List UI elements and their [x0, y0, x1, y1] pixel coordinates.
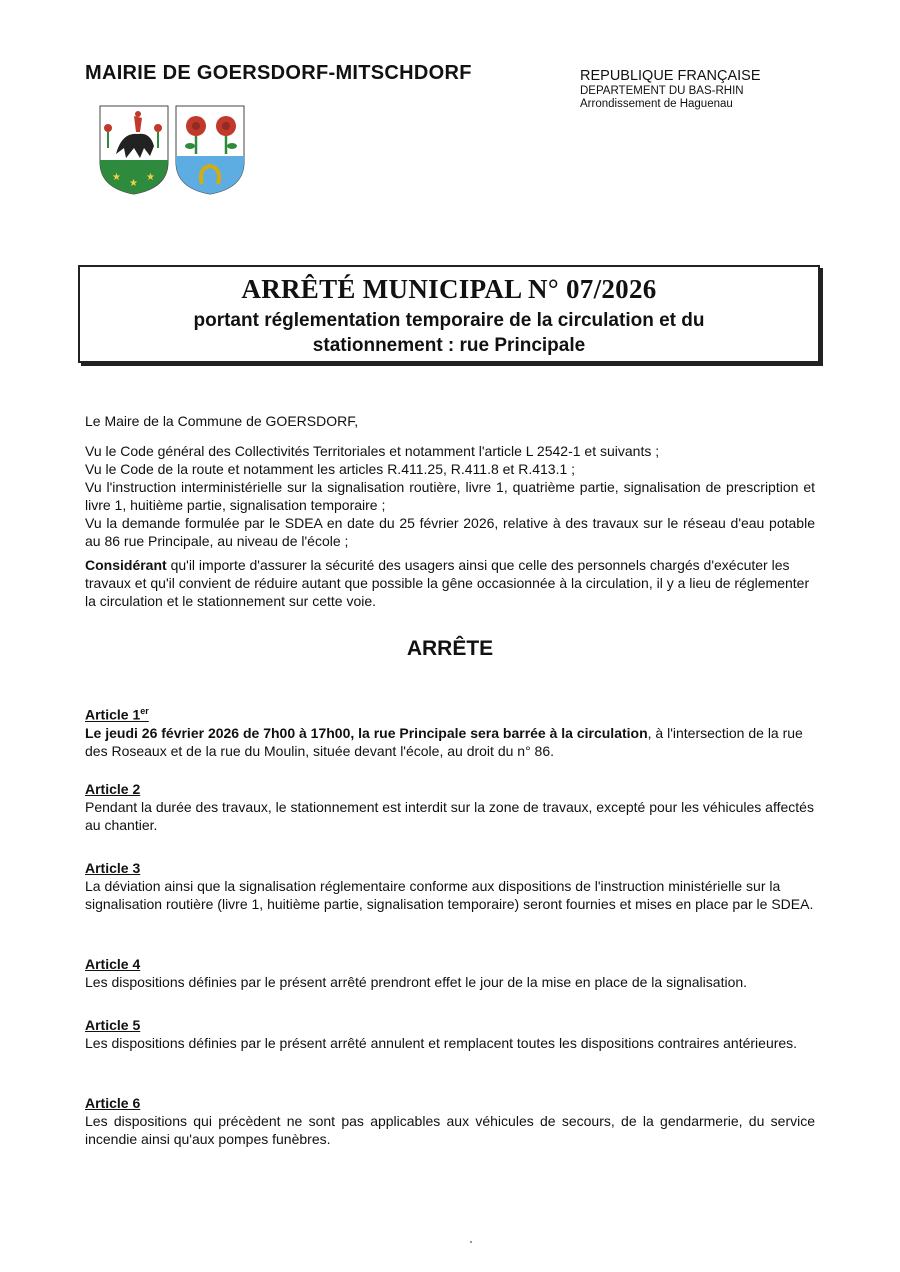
coat-of-arms-goersdorf-icon: [100, 106, 168, 194]
article-5-text: Les dispositions définies par le présent arrêté annulent et remplacent toutes les dispositions contraires antérieures.: [85, 1035, 798, 1051]
article-6-title: Article 6: [85, 1095, 141, 1111]
preamble-intro: Le Maire de la Commune de GOERSDORF,: [85, 413, 359, 429]
coat-of-arms: [98, 104, 248, 196]
article-1-rest: , à l'intersection de la rue des Roseaux et de la rue du Moulin, située devant l'école, au droit du n° 86.: [85, 724, 803, 759]
subtitle-line-2: stationnement : rue Principale: [312, 335, 586, 356]
arrondissement-label: Arrondissement de Haguenau: [580, 98, 733, 110]
vu-clauses: [85, 442, 815, 550]
article-1-bold: Le jeudi 26 février 2026 de 7h00 à 17h00, la rue Principale sera barrée à la circulation: [85, 724, 648, 741]
article-3-text: La déviation ainsi que la signalisation réglementaire conforme aux dispositions de l'instruction ministérielle sur la signalisation routière (livre 1, huitième partie, signalisation temporaire) seront fournies et mises en place par le SDEA.: [85, 878, 814, 912]
article-2-title: Article 2: [85, 781, 141, 797]
coat-of-arms-mitschdorf-icon: [176, 106, 244, 194]
article-5-title: Article 5: [85, 1017, 141, 1033]
mairie-name: MAIRIE DE GOERSDORF-MITSCHDORF: [85, 62, 472, 84]
article-6-text: Les dispositions qui précèdent ne sont pas applicables aux véhicules de secours, de la gendarmerie, du service incendie ainsi qu'aux pompes funèbres.: [85, 1113, 815, 1147]
article-5: [85, 1016, 815, 1052]
article-1: [85, 702, 815, 760]
vu-clause-2: Vu le Code de la route et notamment les articles R.411.25, R.411.8 et R.413.1 ;: [85, 461, 576, 477]
arrete-heading: ARRÊTE: [406, 637, 494, 660]
arrete-title: ARRÊTÉ MUNICIPAL N° 07/2026: [241, 274, 657, 304]
considerant: [85, 556, 815, 610]
considerant-text: qu'il importe d'assurer la sécurité des usagers ainsi que celle des personnels chargés d'exécuter les travaux et qu'il convient de réduire autant que possible la gêne occasionnée à la circulation, il y a lieu de réglementer la circulation et le stationnement sur cette voie.: [85, 557, 810, 609]
article-1-sup: er: [140, 706, 149, 716]
article-1-text: [85, 724, 815, 760]
article-6: [85, 1094, 815, 1148]
article-4-text: Les dispositions définies par le présent arrêté prendront effet le jour de la mise en place de la signalisation.: [85, 974, 748, 990]
vu-clause-3: Vu l'instruction interministérielle sur la signalisation routière, livre 1, quatrième partie, signalisation de prescription et livre 1, huitième partie, signalisation temporaire ;: [85, 479, 815, 513]
article-2-text: Pendant la durée des travaux, le stationnement est interdit sur la zone de travaux, excepté pour les véhicules affectés au chantier.: [85, 799, 814, 833]
article-3-title: Article 3: [85, 860, 141, 876]
republic-block: [580, 68, 761, 111]
article-3: [85, 859, 815, 913]
svg-text:★: ★: [112, 172, 121, 183]
vu-clause-1: Vu le Code général des Collectivités Territoriales et notamment l'article L 2542-1 et suivants ;: [85, 443, 660, 459]
departement-label: DEPARTEMENT DU BAS-RHIN: [580, 85, 744, 97]
arrete-subtitle: [80, 308, 818, 358]
vu-clause-4: Vu la demande formulée par le SDEA en date du 25 février 2026, relative à des travaux sur le réseau d'eau potable au 86 rue Principale, au niveau de l'école ;: [85, 515, 815, 549]
republique-label: REPUBLIQUE FRANÇAISE: [580, 68, 761, 84]
article-4-title: Article 4: [85, 956, 141, 972]
scan-speck: [470, 1241, 472, 1243]
considerant-paragraph: [85, 556, 815, 610]
considerant-label: Considérant: [85, 557, 167, 573]
svg-text:★: ★: [129, 178, 138, 189]
article-4: [85, 955, 815, 991]
svg-text:★: ★: [146, 172, 155, 183]
article-2: [85, 780, 815, 834]
title-box: [78, 265, 820, 363]
article-1-title: Article 1er: [85, 706, 149, 723]
preamble: [85, 412, 815, 430]
subtitle-line-1: portant réglementation temporaire de la circulation et du: [193, 310, 705, 331]
